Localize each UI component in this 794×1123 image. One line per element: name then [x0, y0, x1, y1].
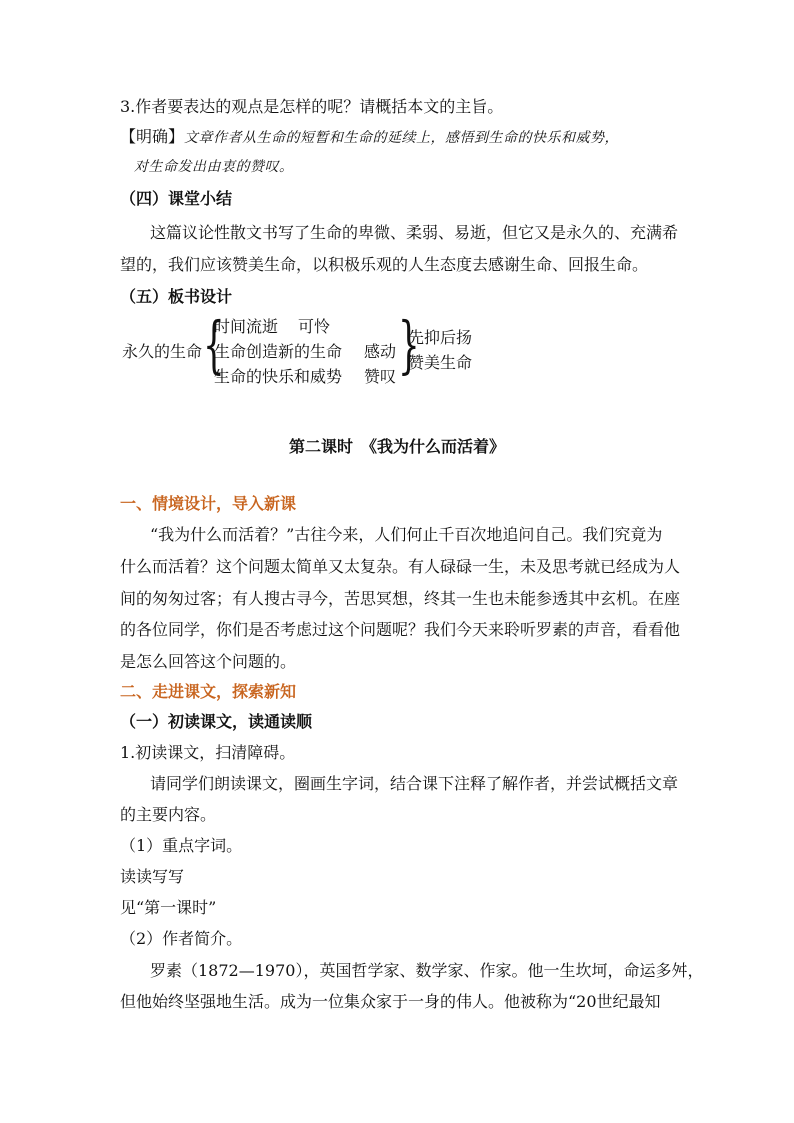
answer-line-2: 对生命发出由衷的赞叹。 [134, 159, 294, 175]
board-result-2: 赞美生命 [408, 353, 473, 372]
board-row-3-right: 赞叹 [364, 367, 397, 386]
answer-tag: 【明确】 [120, 127, 185, 146]
summary-line-1: 这篇议论性散文书写了生命的卑微、柔弱、易逝，但它又是永久的、充满希 [150, 223, 679, 242]
left-brace-icon: { [203, 308, 225, 381]
intro-line-2: 什么而活着？这个问题太简单又太复杂。有人碌碌一生，未及思考就已经成为人 [120, 557, 681, 576]
intro-line-5: 是怎么回答这个问题的。 [120, 652, 297, 671]
lesson-title: 第二课时 《我为什么而活着》 [288, 437, 505, 456]
author-line-2: 但他始终坚强地生活。成为一位集众家于一身的伟人。他被称为“20世纪最知 [120, 992, 661, 1011]
keywords-label: （1）重点字词。 [120, 836, 243, 855]
author-intro-label: （2）作者简介。 [120, 929, 243, 948]
board-heading: （五）板书设计 [120, 287, 233, 306]
summary-heading: （四）课堂小结 [120, 189, 233, 208]
answer-line-1 [120, 126, 619, 149]
intro-line-1: “我为什么而活着？”古往今来，人们何止千百次地追问自己。我们究竟为 [150, 525, 663, 544]
question-3: 3.作者要表达的观点是怎样的呢？请概括本文的主旨。 [120, 97, 504, 116]
answer-text-1: 文章作者从生命的短暂和生命的延续上，感悟到生命的快乐和威势， [184, 130, 620, 146]
right-brace-icon: } [398, 308, 420, 381]
board-result-1: 先抑后扬 [408, 328, 473, 347]
subsection-1-heading: （一）初读课文，读通读顺 [120, 712, 313, 731]
board-row-1-right: 可怜 [298, 317, 331, 336]
board-row-2-right: 感动 [364, 342, 397, 361]
intro-line-4: 的各位同学，你们是否考虑过这个问题呢？我们今天来聆听罗素的声音，看看他 [120, 620, 681, 639]
intro-line-3: 间的匆匆过客；有人搜古寻今，苦思冥想，终其一生也未能参透其中玄机。在座 [120, 589, 681, 608]
section-2-heading: 二、走进课文，探索新知 [120, 682, 297, 701]
item-1-line-2: 的主要内容。 [120, 805, 217, 824]
summary-line-2: 望的，我们应该赞美生命，以积极乐观的人生态度去感谢生命、回报生命。 [120, 255, 649, 274]
item-1-line-1: 请同学们朗读课文，圈画生字词，结合课下注释了解作者，并尝试概括文章 [150, 774, 679, 793]
see-first-lesson: 见“第一课时” [120, 898, 217, 917]
board-root: 永久的生命 [122, 342, 203, 361]
board-row-3-left: 生命的快乐和威势 [214, 367, 343, 386]
board-row-2-left: 生命创造新的生命 [214, 342, 343, 361]
author-line-1: 罗素（1872—1970），英国哲学家、数学家、作家。他一生坎坷，命运多舛， [150, 961, 704, 980]
item-1: 1.初读课文，扫清障碍。 [120, 743, 296, 762]
section-1-heading: 一、情境设计，导入新课 [120, 494, 297, 513]
read-write-label: 读读写写 [120, 867, 185, 886]
board-row-1-left: 时间流逝 [214, 317, 279, 336]
